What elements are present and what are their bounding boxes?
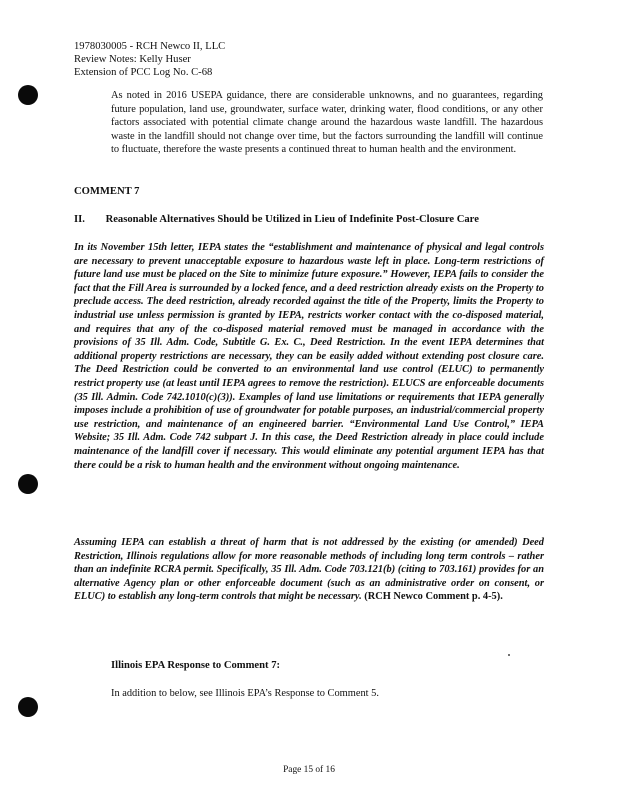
header-reviewer: Review Notes: Kelly Huser <box>74 54 191 65</box>
response-text: In addition to below, see Illinois EPA’s Response to Comment 5. <box>111 688 379 699</box>
comment-body-paragraph-1: In its November 15th letter, IEPA states the “establishment and maintenance of physical and legal controls are necessary to prevent unacceptable exposure to hazardous waste left in place. Long-term restrictions of future land use must be placed on the Site to minimize future exposure.” However, IEPA fails to consider the fact that the Fill Area is surrounded by a locked fence, and a deed restriction already exists on the Property to preclude access. The deed restriction, already recorded against the title of the Property, limits the Property to industrial use unless permission is granted by IEPA, restricts worker contact with the co-disposed material, and requires that any of the co-disposed material removed must be managed in accordance with the provisions of 35 Ill. Adm. Code, Subtitle G. Ex. C., Deed Restriction. In the event IEPA determines that additional property restrictions are necessary, they can be easily added without extending post closure care. The Deed Restriction could be converted to an environmental land use control (ELUC) to permanently restrict property use (at least until IEPA agrees to remove the restriction). ELUCS are enforceable documents (35 Ill. Admin. Code 742.1010(c)(3)). Examples of land use limitations or requirements that IEPA generally imposes include a prohibition of use of groundwater for potable purposes, an industrial/commercial property use restriction, and maintenance of an engineered barrier. “Environmental Land Use Control,” IEPA Website; 35 Ill. Adm. Code 742 subpart J. In this case, the Deed Restriction already in place could include maintenance of the landfill cover if necessary. This would eliminate any potential argument IEPA has that there could be a risk to human health and the environment without ongoing maintenance. <box>74 242 544 471</box>
section-title: Reasonable Alternatives Should be Utilized in Lieu of Indefinite Post-Closure Care <box>105 214 479 225</box>
comment-heading: COMMENT 7 <box>74 186 140 197</box>
comment-body-paragraph-2-text: Assuming IEPA can establish a threat of harm that is not addressed by the existing (or amended) Deed Restriction, Illinois regulations allow for more reasonable methods of including long term controls – rather than an indefinite RCRA permit. Specifically, 35 Ill. Adm. Code 703.121(b) (citing to 703.161) provides for an alternative Agency plan or other enforceable document (such as an administrative order on consent, or ELUC) to establish any long-term controls that might be necessary. <box>74 537 544 603</box>
response-heading: Illinois EPA Response to Comment 7: <box>111 660 281 671</box>
section-number: II. <box>74 214 85 225</box>
page-number: Page 15 of 16 <box>283 765 335 775</box>
intro-paragraph: As noted in 2016 USEPA guidance, there are considerable unknowns, and no guarantees, regarding future population, land use, groundwater, surface water, drinking water, flood conditions, or any other factors associated with potential climate change around the hazardous waste landfill. The hazardous waste in the landfill should not change over time, but the factors surrounding the landfill will continue to fluctuate, therefore the waste presents a continued threat to human health and the environment. <box>111 90 543 156</box>
binder-hole-middle <box>18 474 38 494</box>
comment-citation: (RCH Newco Comment p. 4-5). <box>361 591 503 603</box>
binder-hole-bottom <box>18 697 38 717</box>
stray-mark <box>508 654 510 656</box>
comment-body-paragraph-2 <box>74 536 544 604</box>
binder-hole-top <box>18 85 38 105</box>
document-header <box>74 40 225 79</box>
header-facility: 1978030005 - RCH Newco II, LLC <box>74 41 226 52</box>
header-log-number: Extension of PCC Log No. C-68 <box>74 67 213 78</box>
section-heading <box>74 214 479 225</box>
